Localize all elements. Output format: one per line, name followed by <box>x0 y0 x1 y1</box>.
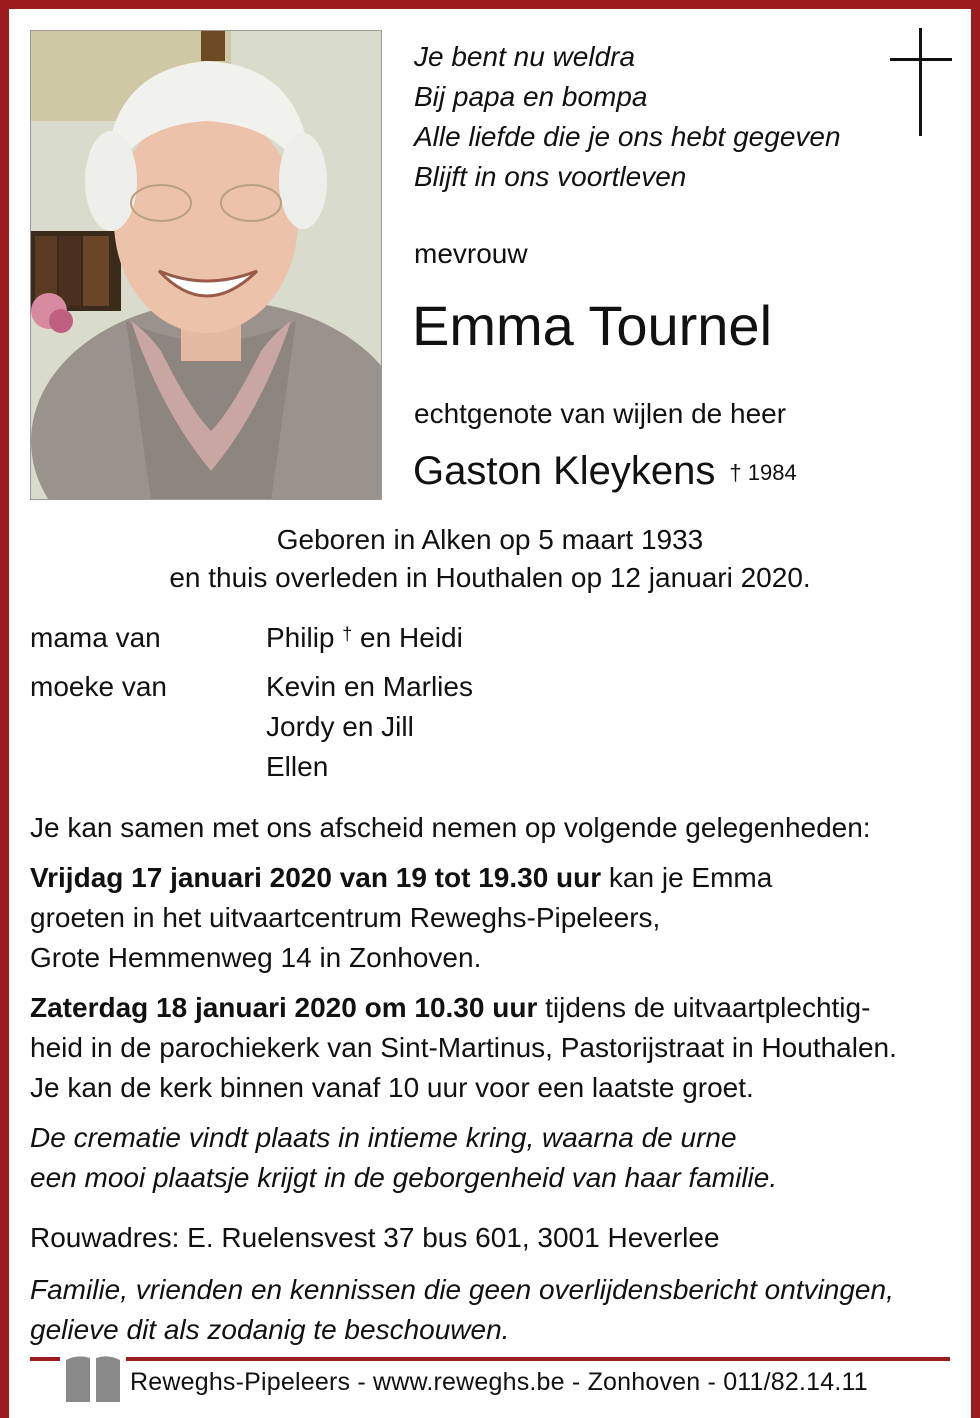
friday-visit <box>30 858 955 978</box>
poem-line: Blijft in ons voortleven <box>414 161 687 192</box>
honorific: mevrouw <box>414 238 528 269</box>
mourning-address: Rouwadres: E. Ruelensvest 37 bus 601, 3001 Heverlee <box>30 1222 720 1253</box>
saturday-text: tijdens de uitvaartplechtig- <box>537 992 871 1023</box>
friday-text: kan je Emma <box>601 862 773 893</box>
notice-line: Familie, vrienden en kennissen die geen overlijdensbericht ontvingen, <box>30 1274 894 1305</box>
mama-values <box>266 618 463 658</box>
portrait-photo <box>30 30 382 500</box>
mama-label: mama van <box>30 622 161 653</box>
saturday-date: Zaterdag 18 januari 2020 om 10.30 uur <box>30 992 538 1023</box>
notice-line: gelieve dit als zodanig te beschouwen. <box>30 1314 510 1345</box>
saturday-text: heid in de parochiekerk van Sint-Martinus, Pastorijstraat in Houthalen. <box>30 1032 897 1063</box>
saturday-funeral <box>30 988 955 1108</box>
moeke-label: moeke van <box>30 671 167 702</box>
cremation-line: De crematie vindt plaats in intieme kring, waarna de urne <box>30 1122 737 1153</box>
cremation-line: een mooi plaatsje krijgt in de geborgenheid van haar familie. <box>30 1162 778 1193</box>
moeke-value: Kevin en Marlies <box>266 671 473 702</box>
spouse-intro: echtgenote van wijlen de heer <box>414 398 787 429</box>
cremation-note <box>30 1118 955 1198</box>
saturday-text: Je kan de kerk binnen vanaf 10 uur voor een laatste groet. <box>30 1072 754 1103</box>
deceased-name: Emma Tournel <box>412 294 773 357</box>
funeral-home-logo-icon <box>60 1352 126 1402</box>
moeke-values <box>266 667 473 787</box>
footer-contact: Reweghs-Pipeleers - www.reweghs.be - Zonhoven - 011/82.14.11 <box>130 1368 868 1396</box>
friday-text: Grote Hemmenweg 14 in Zonhoven. <box>30 942 482 973</box>
spouse-death-year: † 1984 <box>729 460 797 485</box>
poem-line: Alle liefde die je ons hebt gegeven <box>414 121 841 152</box>
spouse-name: Gaston Kleykens <box>413 449 716 493</box>
farewell-intro: Je kan samen met ons afscheid nemen op volgende gelegenheden: <box>30 812 871 843</box>
spouse-name-line <box>413 446 797 496</box>
mama-name: Philip <box>266 622 335 653</box>
moeke-value: Jordy en Jill <box>266 711 414 742</box>
notice <box>30 1270 955 1350</box>
mama-rest: en Heidi <box>352 622 463 653</box>
poem-line: Bij papa en bompa <box>414 81 648 112</box>
dagger-mark: † <box>342 624 353 644</box>
latin-cross-icon <box>890 28 952 136</box>
friday-text: groeten in het uitvaartcentrum Reweghs-Pipeleers, <box>30 902 661 933</box>
death-line: en thuis overleden in Houthalen op 12 januari 2020. <box>169 562 811 593</box>
poem-line: Je bent nu weldra <box>414 41 636 72</box>
friday-date: Vrijdag 17 januari 2020 van 19 tot 19.30 uur <box>30 862 602 893</box>
footer-rule <box>30 1357 950 1361</box>
poem <box>414 37 841 197</box>
birth-line: Geboren in Alken op 5 maart 1933 <box>276 524 704 555</box>
moeke-value: Ellen <box>266 751 329 782</box>
